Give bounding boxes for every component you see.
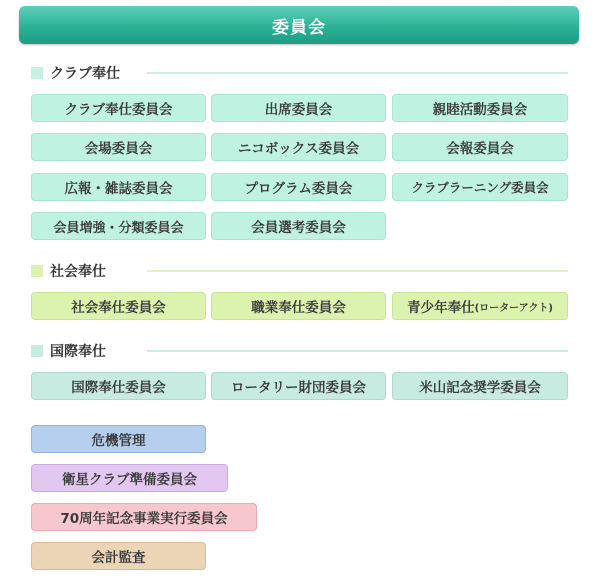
section-title: 国際奉仕 (50, 344, 106, 360)
committee-rotary-foundation[interactable]: ロータリー財団委員会 (211, 372, 386, 400)
committee-youth-service[interactable]: 青少年奉仕 (ローターアクト) (392, 292, 568, 320)
page-header (19, 6, 579, 44)
committee-program[interactable]: プログラム委員会 (211, 173, 386, 201)
section-international-service (31, 343, 106, 359)
section-title: クラブ奉仕 (50, 66, 120, 82)
committee-club-service[interactable]: クラブ奉仕委員会 (31, 94, 206, 122)
section-title: 社会奉仕 (50, 264, 106, 280)
committee-yoneyama-scholarship[interactable]: 米山記念奨学委員会 (392, 372, 568, 400)
committee-venue[interactable]: 会場委員会 (31, 133, 206, 161)
committee-nico-box[interactable]: ニコボックス委員会 (211, 133, 386, 161)
committee-audit[interactable]: 会計監査 (31, 542, 206, 570)
committee-fellowship[interactable]: 親睦活動委員会 (392, 94, 568, 122)
committee-satellite-club[interactable]: 衛星クラブ準備委員会 (31, 464, 228, 492)
section-club-service (31, 65, 120, 81)
committee-membership[interactable]: 会員増強・分類委員会 (31, 212, 206, 240)
page-title: 委員会 (272, 17, 326, 38)
section-marker (31, 67, 43, 79)
section-divider (147, 270, 568, 272)
section-community-service (31, 263, 106, 279)
committee-member-selection[interactable]: 会員選考委員会 (211, 212, 386, 240)
committee-pr-magazine[interactable]: 広報・雑誌委員会 (31, 173, 206, 201)
committee-vocational[interactable]: 職業奉仕委員会 (211, 292, 386, 320)
committee-70th-anniversary[interactable]: 70周年記念事業実行委員会 (31, 503, 257, 531)
committee-international[interactable]: 国際奉仕委員会 (31, 372, 206, 400)
committee-club-learning[interactable]: クラブラーニング委員会 (392, 173, 568, 201)
committee-risk-management[interactable]: 危機管理 (31, 425, 206, 453)
committee-community-service[interactable]: 社会奉仕委員会 (31, 292, 206, 320)
section-divider (147, 72, 568, 74)
section-marker (31, 345, 43, 357)
committee-attendance[interactable]: 出席委員会 (211, 94, 386, 122)
section-marker (31, 265, 43, 277)
committee-bulletin[interactable]: 会報委員会 (392, 133, 568, 161)
section-divider (147, 350, 568, 352)
